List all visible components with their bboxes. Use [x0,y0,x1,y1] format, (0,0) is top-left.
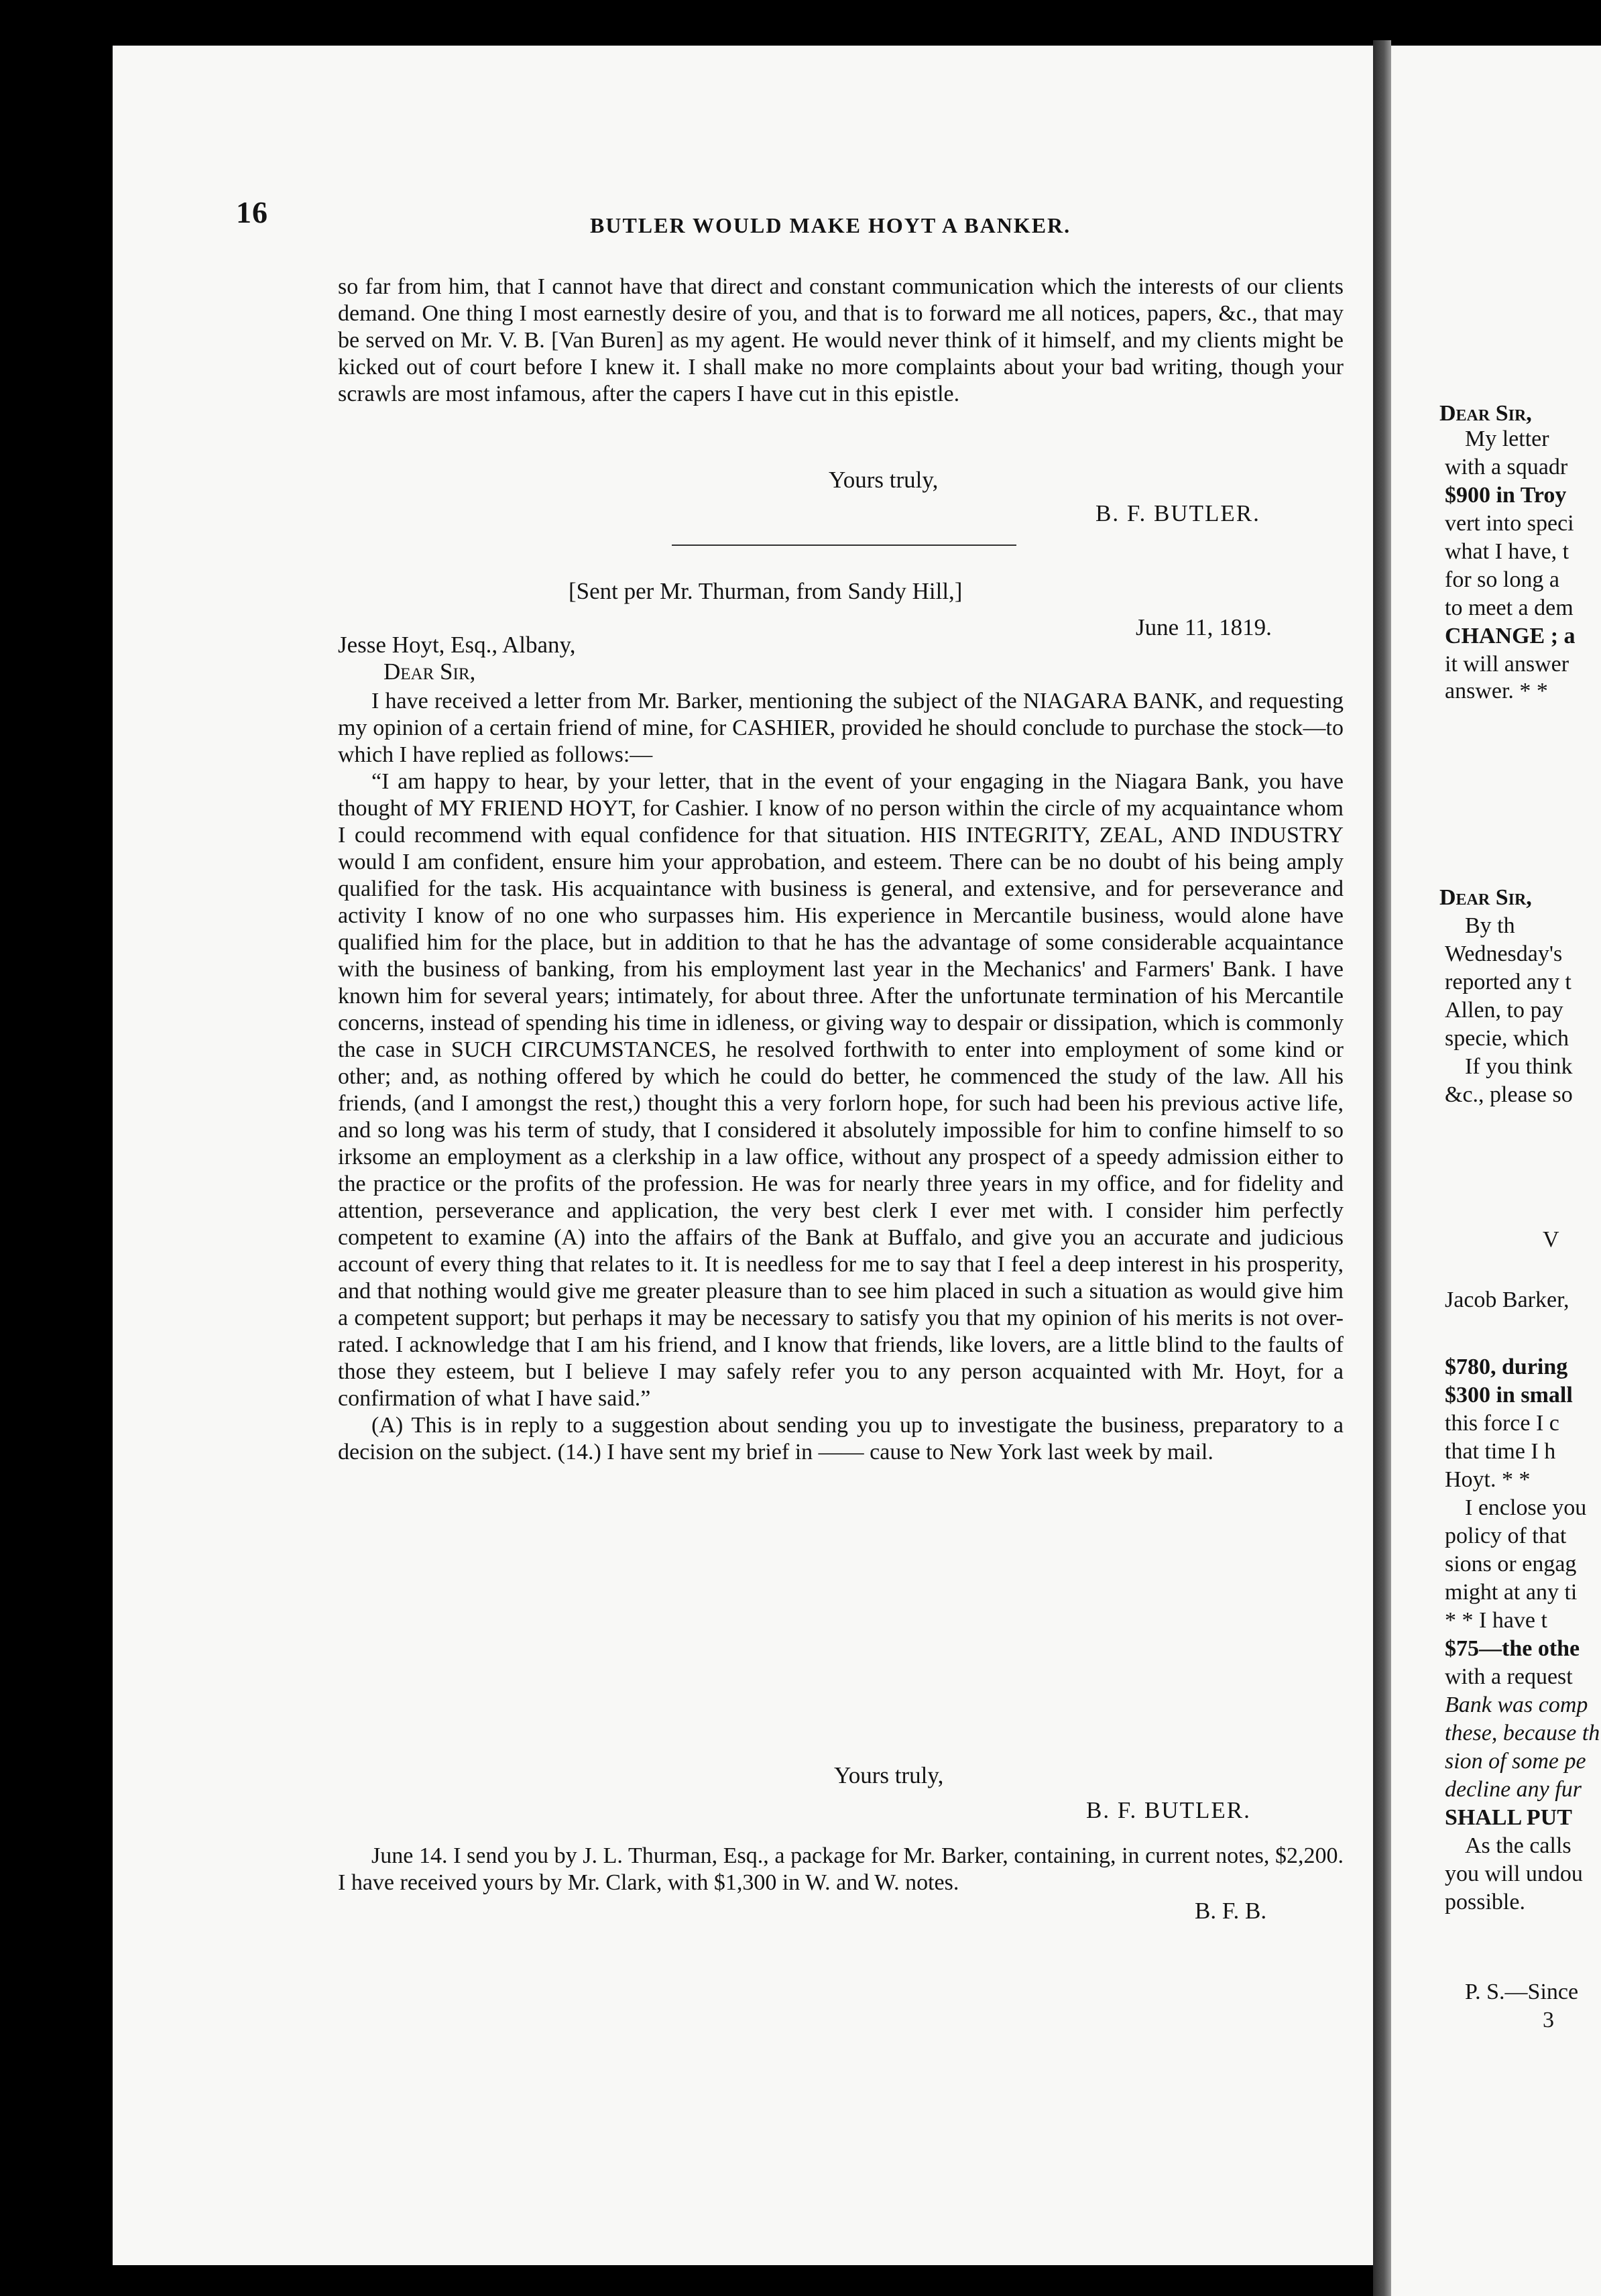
book-spine [1373,40,1391,2296]
facing-page-line: reported any t [1445,970,1572,994]
facing-page-line: these, because th [1445,1721,1600,1745]
letter2-body [338,688,1344,1466]
facing-page-line: this force I c [1445,1411,1559,1436]
facing-page-line: V [1543,1227,1559,1252]
letter2-postscript: June 14. I send you by J. L. Thurman, Esq., a package for Mr. Barker, containing, in current notes, $2,200. I have received yours by Mr. Clark, with $1,300 in W. and W. notes. [338,1843,1344,1895]
facing-page-line: sion of some pe [1445,1749,1586,1774]
letter1-body [338,274,1344,408]
facing-page-line: 3 [1543,2008,1554,2032]
facing-page-line: Allen, to pay [1445,998,1563,1023]
letter2-postscript-block [338,1843,1344,1896]
facing-page-line: My letter [1465,426,1549,451]
facing-page-line: possible. [1445,1890,1525,1914]
facing-page-line: SHALL PUT [1445,1805,1572,1830]
facing-page-line: Hoyt. * * [1445,1467,1531,1492]
facing-page-line: By th [1465,913,1515,938]
letter1-signature: B. F. BUTLER. [1095,500,1260,526]
page-number: 16 [236,195,268,229]
facing-page-line: you will undou [1445,1861,1583,1886]
letter2-addressee: Jesse Hoyt, Esq., Albany, [338,632,576,658]
letter2-closing: Yours truly, [834,1762,944,1788]
postscript-initials: B. F. B. [1195,1898,1267,1924]
facing-page-line: Jacob Barker, [1445,1287,1569,1312]
letter2-date: June 11, 1819. [1136,614,1272,640]
facing-page-line: Bank was comp [1445,1692,1588,1717]
letter2-dateline: [Sent per Mr. Thurman, from Sandy Hill,] [569,578,963,604]
facing-page-line: As the calls [1465,1833,1572,1858]
facing-page-line: $780, during [1445,1355,1568,1379]
facing-page-line: might at any ti [1445,1580,1578,1605]
facing-page-line: policy of that [1445,1524,1567,1548]
facing-page-line: $900 in Troy [1445,483,1567,508]
facing-page-line: specie, which [1445,1026,1569,1051]
facing-page-line: Dear Sir, [1439,885,1532,910]
letter2-signature: B. F. BUTLER. [1086,1797,1251,1823]
letter2-quoted-letter: “I am happy to hear, by your letter, that in the event of your engaging in the Niagara Bank, you have thought of MY FRIEND HOYT, for Cashier. I know of no person within the circle of my acquaintance whom I could recommend with equal confidence for that situation. HIS INTEGRITY, ZEAL, AND INDUSTRY would I am confident, ensure him your approbation, and esteem. There can be no doubt of his being amply qualified for the task. His acquaintance with business is general, and extensive, and for perseverance and activity I know of no one who surpasses him. His experience in Mercantile business, would alone have qualified him for the place, but in addition to that he has the advantage of some considerable acquaintance with the business of banking, from his employment last year in the Mechanics' and Farmers' Bank. I have known him for several years; intimately, for about three. After the unfortunate termination of his Mercantile concerns, instead of spending his time in idleness, or giving way to despair or dissipation, which is commonly the case in SUCH CIRCUMSTANCES, he resolved forthwith to enter into employment of some kind or other; and, as nothing offered by which he could do better, he commenced the study of the law. All his friends, (and I amongst the rest,) thought this a very forlorn hope, for such had been his previous active life, and so long was his term of study, that I considered it absolutely impossible for him to confine himself to so irksome an employment as a clerkship in a law office, without any prospect of a speedy admission either to the practice or the profits of the profession. He was for nearly three years in my office, and for fidelity and attention, perseverance and application, the very best clerk I ever met with. I consider him perfectly competent to examine (A) into the affairs of the Bank at Buffalo, and give you an accurate and judicious account of every thing that relates to it. It is needless for me to say that I feel a deep interest in his prosperity, and that nothing would give me greater pleasure than to see him placed in such a situation as would give him a competent support; but perhaps it may be necessary to satisfy you that my opinion of his merits is not over-rated. I acknowledge that I am his friend, and I know that friends, like lovers, are a little blind to the faults of those they esteem, but I believe I may safely refer you to any person acquainted with Mr. Hoyt, for a confirmation of what I have said.” [338,769,1344,1411]
facing-page-line: Wednesday's [1445,941,1563,966]
facing-page-line: P. S.—Since [1465,1979,1579,2004]
facing-page-line: answer. * * [1445,679,1548,703]
running-head: BUTLER WOULD MAKE HOYT A BANKER. [590,213,1071,237]
facing-page-line: Dear Sir, [1439,401,1532,426]
facing-page-line: sions or engag [1445,1552,1577,1576]
facing-page-line: $75—the othe [1445,1636,1580,1661]
facing-page-line: I enclose you [1465,1495,1587,1520]
facing-page-line: If you think [1465,1054,1573,1079]
facing-page-line: * * I have t [1445,1608,1547,1633]
letter1-paragraph: so far from him, that I cannot have that direct and constant communication which the interests of our clients demand. One thing I most earnestly desire of you, and that is to forward me all notices, papers, &c., that may be served on Mr. V. B. [Van Buren] as my agent. He would never think of it himself, and my clients might be kicked out of court before I knew it. I shall make no more complaints about your bad writing, though your scrawls are most infamous, after the capers I have cut in this epistle. [338,274,1344,406]
letter2-salutation: Dear Sir, [383,658,476,685]
right-page [1391,46,1601,2296]
letter1-closing: Yours truly, [829,467,939,493]
facing-page-line: that time I h [1445,1439,1556,1464]
section-divider [672,544,1016,546]
facing-page-line: &c., please so [1445,1082,1573,1107]
facing-page-line: it will answer [1445,652,1569,677]
facing-page-line: to meet a dem [1445,595,1574,620]
facing-page-line: with a squadr [1445,455,1568,479]
letter2-intro: I have received a letter from Mr. Barker, mentioning the subject of the NIAGARA BANK, and requesting my opinion of a certain friend of mine, for CASHIER, provided he should conclude to purchase the stock—to which I have replied as follows:— [338,689,1344,767]
facing-page-line: with a request [1445,1664,1573,1689]
facing-page-line: vert into speci [1445,511,1574,536]
facing-page-line: CHANGE ; a [1445,624,1576,648]
facing-page-line: decline any fur [1445,1777,1582,1802]
facing-page-line: for so long a [1445,567,1559,592]
facing-page-line: $300 in small [1445,1383,1573,1408]
letter2-footnote: (A) This is in reply to a suggestion about sending you up to investigate the business, preparatory to a decision on the subject. (14.) I have sent my brief in —— cause to New York last week by mail. [338,1413,1344,1465]
facing-page-line: what I have, t [1445,539,1569,564]
